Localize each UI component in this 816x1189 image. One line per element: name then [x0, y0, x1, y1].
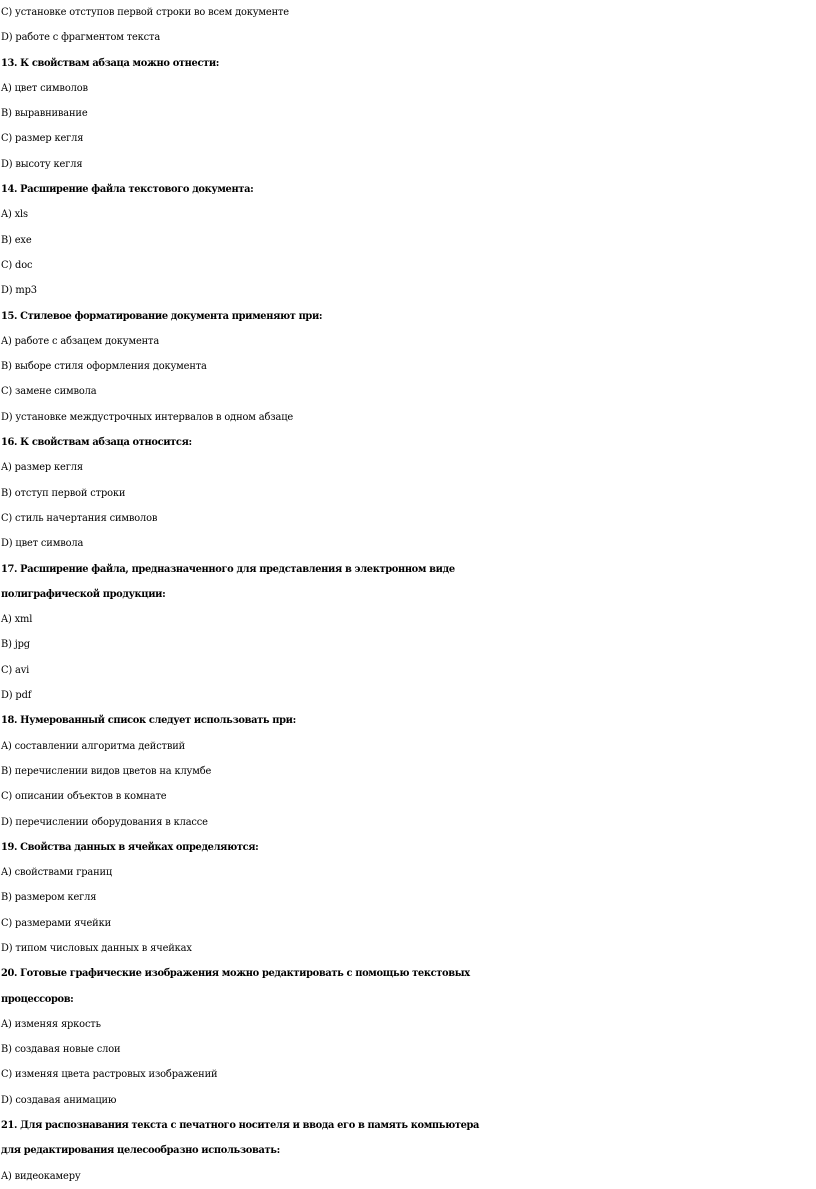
- answer-option: D) цвет символа: [1, 538, 84, 550]
- answer-option: C) изменяя цвета растровых изображений: [1, 1069, 218, 1081]
- answer-option: A) цвет символов: [1, 82, 88, 94]
- question-text: 15. Стилевое форматирование документа применяют при:: [1, 310, 323, 322]
- question-text: полиграфической продукции:: [1, 588, 166, 600]
- answer-option: B) создавая новые слои: [1, 1044, 121, 1056]
- question-text: 17. Расширение файла, предназначенного для представления в электронном виде: [1, 563, 455, 575]
- answer-option: C) doc: [1, 259, 33, 271]
- question-text: 19. Свойства данных в ячейках определяются:: [1, 841, 259, 853]
- answer-option: B) отступ первой строки: [1, 487, 126, 499]
- question-text: 13. К свойствам абзаца можно отнести:: [1, 57, 220, 69]
- question-text: 14. Расширение файла текстового документа:: [1, 184, 254, 196]
- answer-option: B) размером кегля: [1, 892, 97, 904]
- question-text: 18. Нумерованный список следует использовать при:: [1, 715, 296, 727]
- answer-option: A) свойствами границ: [1, 867, 113, 879]
- answer-option: C) установке отступов первой строки во всем документе: [1, 7, 289, 18]
- answer-option: A) изменяя яркость: [1, 1018, 101, 1030]
- answer-option: D) pdf: [1, 690, 32, 702]
- answer-option: A) видеокамеру: [1, 1170, 81, 1182]
- answer-option: A) xls: [1, 209, 28, 221]
- question-text: для редактирования целесообразно использовать:: [1, 1145, 280, 1157]
- answer-option: B) перечислении видов цветов на клумбе: [1, 765, 212, 777]
- answer-option: C) описании объектов в комнате: [1, 791, 167, 803]
- answer-option: A) размер кегля: [1, 462, 83, 474]
- answer-option: D) установке междустрочных интервалов в одном абзаце: [1, 411, 294, 423]
- answer-option: C) avi: [1, 664, 30, 676]
- answer-option: C) размерами ячейки: [1, 917, 112, 929]
- answer-option: D) mp3: [1, 285, 37, 297]
- answer-option: D) перечислении оборудования в классе: [1, 816, 208, 828]
- question-text: 20. Готовые графические изображения можно редактировать с помощью текстовых: [1, 968, 470, 980]
- answer-option: B) выборе стиля оформления документа: [1, 361, 207, 373]
- answer-option: B) exe: [1, 234, 32, 246]
- answer-option: A) xml: [1, 614, 33, 626]
- answer-option: D) высоту кегля: [1, 158, 83, 170]
- answer-option: C) размер кегля: [1, 133, 84, 145]
- answer-option: B) выравнивание: [1, 108, 88, 120]
- answer-option: D) работе с фрагментом текста: [1, 32, 161, 44]
- answer-option: D) создавая анимацию: [1, 1094, 117, 1106]
- answer-option: A) работе с абзацем документа: [1, 335, 160, 347]
- answer-option: C) стиль начертания символов: [1, 512, 158, 524]
- question-text: 21. Для распознавания текста с печатного носителя и ввода его в память компьютера: [1, 1120, 480, 1132]
- answer-option: C) замене символа: [1, 386, 97, 398]
- question-text: процессоров:: [1, 993, 74, 1005]
- question-text: 16. К свойствам абзаца относится:: [1, 437, 192, 449]
- answer-option: A) составлении алгоритма действий: [1, 740, 186, 752]
- answer-option: B) jpg: [1, 639, 30, 651]
- answer-option: D) типом числовых данных в ячейках: [1, 942, 192, 954]
